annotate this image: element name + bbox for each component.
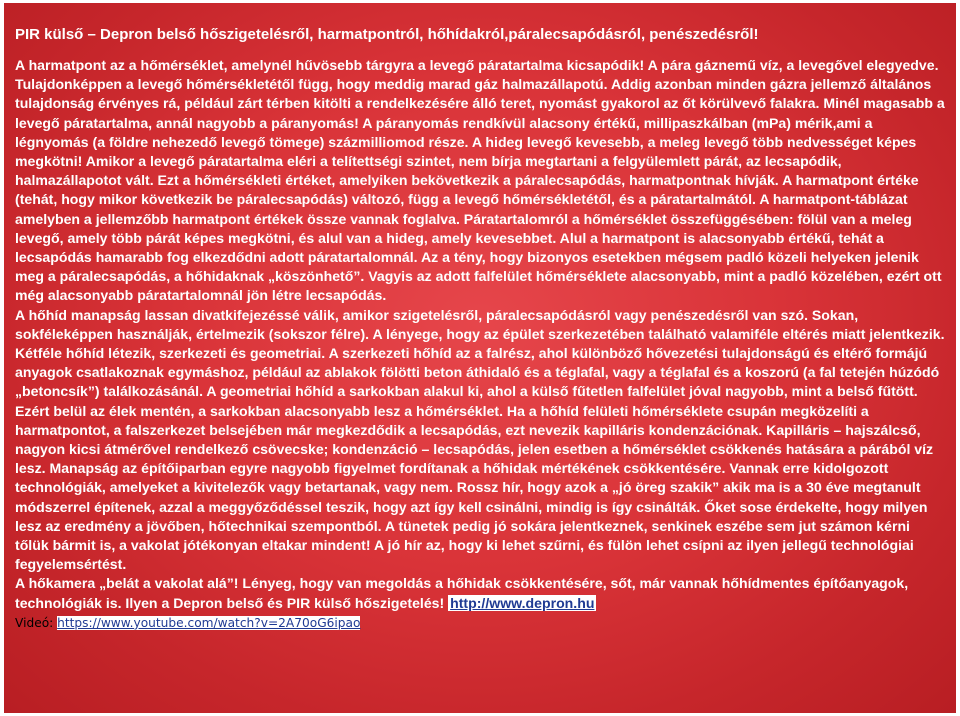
slide xyxy=(4,3,956,713)
video-label: Videó: xyxy=(15,615,54,630)
slide-body xyxy=(15,56,946,613)
closing-text: A hőkamera „belát a vakolat alá”! Lényeg, hogy van megoldás a hőhidak csökkentésére, sőt, már vannak hőhídmentes építőanyagok, technológiák is. Ilyen a Depron belső és PIR külső hőszigetelés! xyxy=(15,575,909,611)
video-link[interactable]: https://www.youtube.com/watch?v=2A70oG6ipao xyxy=(57,615,361,630)
paragraph-thermal-bridge: A hőhíd manapság lassan divatkifejezéssé válik, amikor szigetelésről, páralecsapódásról vagy penészedésről van szó. Sokan, sokféleképpen használják, értelmezik (sokszor félre). A lényege, hogy az épület szerkezetében található valamiféle eltérés miatt jelentkezik. Kétféle hőhíd létezik, szerkezeti és geometriai. A szerkezeti hőhíd az a falrész, ahol különböző hővezetési tulajdonságú és eltérő formájú anyagok csatlakoznak egymáshoz, például az ablakok fölötti beton áthidaló és a téglafal, vagy a téglafal és a koszorú (a fal tetején húzódó „betoncsík”) találkozásánál. A geometriai hőhíd a sarkokban alakul ki, ahol a külső fűtetlen falfelület jóval nagyobb, mint a belső fűtött. Ezért belül az élek mentén, a sarkokban alacsonyabb lesz a hőmérséklet. Ha a hőhíd felületi hőmérséklete csupán megközelíti a harmatpontot, a falszerkezet belsejében már megkezdődik a lecsapódás, ezt nevezik kapilláris kondenzációnak. Kapilláris – hajszálcső, nagyon kicsi átmérővel rendelkező csövecske; kondenzáció – lecsapódás, jelen esetben a hőmérséklet csökkenés hatására a párából víz lesz. Manapság az építőiparban egyre nagyobb figyelmet fordítanak a hőhidak mértékének csökkentésére. Vannak erre kidolgozott technológiák, amelyeket a kivitelezők vagy betartanak, vagy nem. Rossz hír, hogy azok a „jó öreg szakik” akik ma is a 30 éve megtanult módszerrel építenek, azzal a meggyőződéssel teszik, hogy azt így kell csinálni, mindig is így csinálták. Őket sose érdekelte, hogy milyen lesz az eredmény a jövőben, hőtechnikai szempontból. A tünetek pedig jó sokára jelentkeznek, senkinek eszébe sem jut számon kérni tőlük bármit is, a vakolat jótékonyan eltakar mindent! A jó hír az, hogy ki lehet szűrni, és fülön lehet csípni az ilyen jellegű technológiai fegyelemsértést. xyxy=(15,306,945,573)
website-link[interactable]: http://www.depron.hu xyxy=(450,594,595,611)
paragraph-closing xyxy=(15,574,946,612)
slide-title: PIR külső – Depron belső hőszigetelésről, harmatpontról, hőhídakról,páralecsapódásról, penészedésről! xyxy=(15,26,759,43)
video-line xyxy=(15,614,946,632)
paragraph-dew-point: A harmatpont az a hőmérséklet, amelynél hűvösebb tárgyra a levegő páratartalma kicsapódik! A pára gáznemű víz, a levegővel elegyedve. Tulajdonképpen a levegő hőmérsékletétől függ, hogy meddig marad gáz halmazállapotú. Addig azonban minden gázra jellemző általános tulajdonság érvényes rá, például zárt térben kitölti a rendelkezésére álló teret, nyomást gyakorol az őt körülvevő falakra. Minél magasabb a levegő páratartalma, annál nagyobb a páranyomás! A páranyomás rendkívül alacsony értékű, millipaszkálban (mPa) mérik,ami a légnyomás (a földre nehezedő levegő tömege) százmilliomod része. A hideg levegő kevesebb, a meleg levegő több nedvességet képes megkötni! Amikor a levegő páratartalma eléri a telítettségi szintet, nem bírja megtartani a felgyülemlett párát, az lecsapódik, halmazállapotot vált. Ezt a hőmérsékleti értéket, amelyiken bekövetkezik a páralecsapódás, harmatpontnak hívják. A harmatpont értéke (tehát, hogy mikor következik be páralecsapódás) változó, függ a levegő hőmérsékletétől, és a páratartalmától. A harmatpont-táblázat amelyben a jellemzőbb harmatpont értékek össze vannak foglalva. Páratartalomról a hőmérséklet összefüggésében: fölül van a meleg levegő, amely több párát képes megkötni, és alul van a hideg, amely kevesebbet. Alul a harmatpont is alacsonyabb értékű, tehát a lecsapódás hamarabb fog elkezdődni adott páratartalomnál. Az a tény, hogy bizonyos esetekben mégsem padló közeli helyeken jelenik meg a páralecsapódás, a hőhidaknak „köszönhető”. Vagyis az adott falfelület hőmérséklete alacsonyabb, mint a padló közelében, ezért ott még alacsonyabb páratartalomnál jön létre lecsapódás. xyxy=(15,57,945,304)
